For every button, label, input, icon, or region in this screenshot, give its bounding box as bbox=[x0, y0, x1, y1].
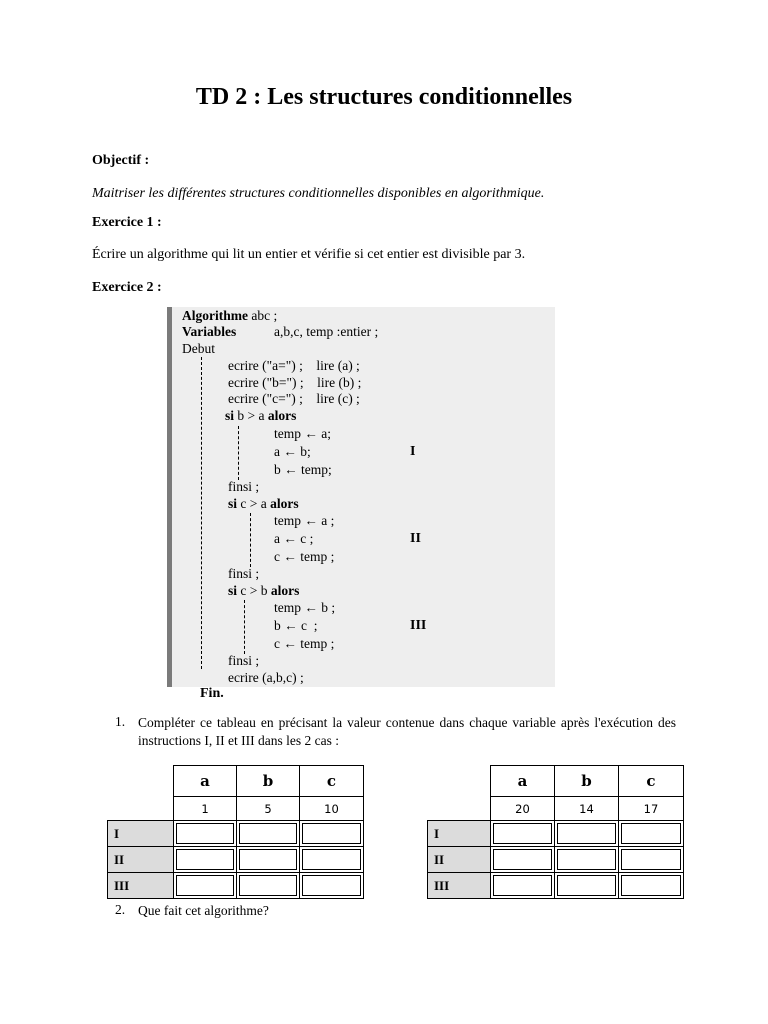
code-read-a: ecrire ("a=") ; lire (a) ; bbox=[228, 358, 360, 373]
table2-init-b: 14 bbox=[554, 796, 619, 821]
table2-cell-III-b[interactable] bbox=[554, 872, 619, 899]
objective-heading: Objectif : bbox=[92, 153, 150, 168]
table2-cell-III-a[interactable] bbox=[490, 872, 555, 899]
code-si-2 bbox=[228, 496, 299, 512]
code-finsi-2: finsi ; bbox=[228, 566, 260, 581]
code-b1-l3: b ← temp; bbox=[274, 462, 332, 477]
table1-cell-II-c[interactable] bbox=[299, 846, 364, 873]
marker-III: III bbox=[410, 618, 427, 633]
algorithm-name: abc ; bbox=[251, 308, 278, 323]
table2-cell-II-b[interactable] bbox=[554, 846, 619, 873]
question-1-text: Compléter ce tableau en précisant la valeur contenue dans chaque variable après l'exécution des instructions I, II et III dans les 2 cas : bbox=[138, 715, 676, 748]
keyword-variables: Variables bbox=[182, 324, 237, 339]
exercise1-heading: Exercice 1 : bbox=[92, 215, 162, 230]
algorithm-code-block bbox=[167, 307, 555, 687]
code-b2-l3: c ← temp ; bbox=[274, 549, 335, 564]
code-b3-l3: c ← temp ; bbox=[274, 636, 335, 651]
table2-cell-II-a[interactable] bbox=[490, 846, 555, 873]
keyword-alors: alors bbox=[267, 408, 297, 423]
table1-row-label-I: I bbox=[107, 820, 174, 847]
table2-init-a: 20 bbox=[490, 796, 555, 821]
table2-row-label-II: II bbox=[427, 846, 491, 873]
table1-header-b: b bbox=[236, 765, 300, 797]
condition-3: c > b bbox=[240, 583, 268, 598]
keyword-si: si bbox=[225, 408, 235, 423]
code-b2-l1: temp ← a ; bbox=[274, 513, 335, 528]
code-fin: Fin. bbox=[200, 686, 224, 701]
code-b3-l2: b ← c ; bbox=[274, 618, 318, 633]
table1-cell-I-c[interactable] bbox=[299, 820, 364, 847]
table2-row-label-III: III bbox=[427, 872, 491, 899]
table1-row-label-II: II bbox=[107, 846, 174, 873]
table2-cell-III-c[interactable] bbox=[618, 872, 684, 899]
code-debut: Debut bbox=[182, 341, 215, 356]
question-2-text: Que fait cet algorithme? bbox=[138, 903, 269, 918]
block-2-dashed-line bbox=[250, 513, 251, 567]
table2-cell-I-a[interactable] bbox=[490, 820, 555, 847]
exercise2-heading: Exercice 2 : bbox=[92, 280, 162, 295]
code-b2-l2: a ← c ; bbox=[274, 531, 314, 546]
table1-cell-III-b[interactable] bbox=[236, 872, 300, 899]
table2-header-c: c bbox=[618, 765, 684, 797]
block-1-dashed-line bbox=[238, 426, 239, 480]
marker-I: I bbox=[410, 444, 416, 459]
table2-init-c: 17 bbox=[618, 796, 684, 821]
table2-row-label-I: I bbox=[427, 820, 491, 847]
exercise1-text: Écrire un algorithme qui lit un entier et vérifie si cet entier est divisible par 3. bbox=[92, 247, 526, 262]
code-finsi-3: finsi ; bbox=[228, 653, 260, 668]
table1-init-a: 1 bbox=[173, 796, 237, 821]
keyword-si: si bbox=[228, 496, 238, 511]
page-title: TD 2 : Les structures conditionnelles bbox=[195, 84, 573, 110]
code-finsi-1: finsi ; bbox=[228, 479, 260, 494]
objective-text: Maitriser les différentes structures conditionnelles disponibles en algorithmique. bbox=[92, 186, 545, 201]
keyword-alors: alors bbox=[270, 583, 300, 598]
code-variables-decl: a,b,c, temp :entier ; bbox=[274, 324, 379, 339]
code-b3-l1: temp ← b ; bbox=[274, 600, 336, 615]
table1-header-a: a bbox=[173, 765, 237, 797]
keyword-alors: alors bbox=[270, 496, 299, 511]
table2-header-a: a bbox=[490, 765, 555, 797]
table1-cell-I-b[interactable] bbox=[236, 820, 300, 847]
table1-cell-II-a[interactable] bbox=[173, 846, 237, 873]
table1-row-label-III: III bbox=[107, 872, 174, 899]
table1-cell-III-c[interactable] bbox=[299, 872, 364, 899]
table2-cell-I-c[interactable] bbox=[618, 820, 684, 847]
table2-cell-I-b[interactable] bbox=[554, 820, 619, 847]
keyword-algorithme: Algorithme bbox=[182, 308, 248, 323]
code-si-3 bbox=[228, 583, 299, 599]
code-algorithm-line bbox=[182, 308, 277, 324]
condition-2: c > a bbox=[240, 496, 267, 511]
question-2-number: 2. bbox=[115, 902, 126, 917]
table1-cell-II-b[interactable] bbox=[236, 846, 300, 873]
code-read-c: ecrire ("c=") ; lire (c) ; bbox=[228, 391, 360, 406]
code-read-b: ecrire ("b=") ; lire (b) ; bbox=[228, 375, 362, 390]
condition-1: b > a bbox=[237, 408, 265, 423]
code-variables-line bbox=[182, 324, 236, 340]
marker-II: II bbox=[410, 531, 421, 546]
table1-init-c: 10 bbox=[299, 796, 364, 821]
code-si-1 bbox=[225, 408, 296, 424]
block-3-dashed-line bbox=[244, 600, 245, 654]
code-b1-l2: a ← b; bbox=[274, 444, 311, 459]
table2-cell-II-c[interactable] bbox=[618, 846, 684, 873]
code-b1-l1: temp ← a; bbox=[274, 426, 331, 441]
question-1-number: 1. bbox=[115, 714, 126, 729]
table1-cell-I-a[interactable] bbox=[173, 820, 237, 847]
code-write: ecrire (a,b,c) ; bbox=[228, 670, 304, 685]
table2-header-b: b bbox=[554, 765, 619, 797]
table1-cell-III-a[interactable] bbox=[173, 872, 237, 899]
table1-header-c: c bbox=[299, 765, 364, 797]
main-block-dashed-line bbox=[201, 357, 202, 669]
keyword-si: si bbox=[228, 583, 238, 598]
table1-init-b: 5 bbox=[236, 796, 300, 821]
